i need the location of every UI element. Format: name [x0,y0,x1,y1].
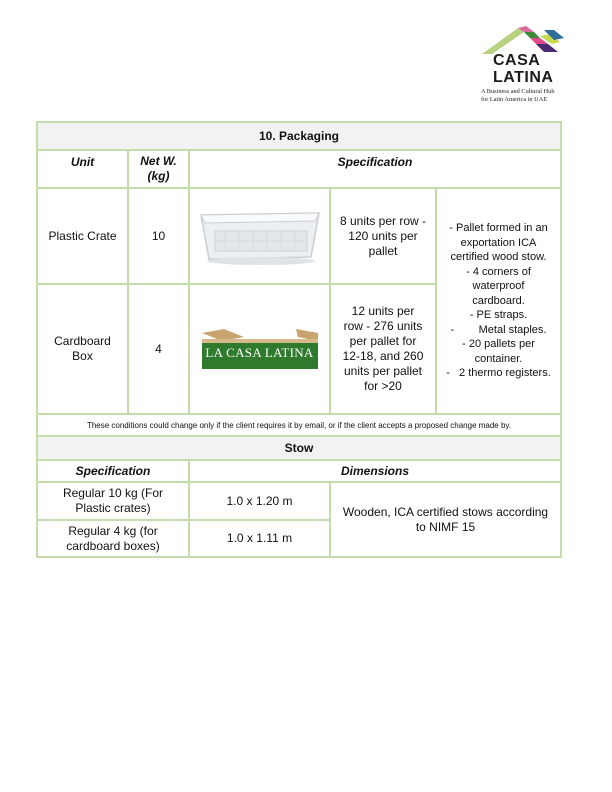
row-plastic-crate-spec: 8 units per row - 120 units per pallet [339,213,427,258]
cardboard-box-image [190,285,329,413]
pallet-note: - PE straps. [469,309,528,322]
header-unit: Unit [70,155,95,169]
stow-row-spec: Regular 10 kg (For Plastic crates) [62,486,164,515]
pallet-note: - Pallet formed in an exportation ICA certified wood stow. [449,222,548,264]
pallet-note: - Metal staples. [450,323,547,336]
row-cardboard-box-weight: 4 [155,341,162,356]
stow-header-specification: Specification [75,464,151,478]
pallet-notes [437,189,560,413]
pallet-note: - 4 corners of waterproof cardboard. [466,265,531,307]
logo-tagline-2: for Latin America in UAE [481,96,548,103]
plastic-crate-icon [195,205,325,267]
packaging-title: 10. Packaging [258,129,340,143]
casa-latina-logo [478,26,568,108]
stow-header-dimensions: Dimensions [340,464,409,478]
header-net-weight: Net W. (kg) [140,154,177,183]
stow-note: Wooden, ICA certified stows according to NIMF 15 [342,504,549,534]
row-cardboard-box-unit: Cardboard Box [54,334,111,363]
plastic-crate-image [190,189,329,283]
row-cardboard-box-spec: 12 units per row - 276 units per pallet for 12-18, and 260 units per pallet for >20 [342,304,424,393]
packaging-footnote: These conditions could change only if the client requires it by email, or if the client accepts a proposed change made by. [86,420,512,430]
stow-title: Stow [284,441,314,455]
row-plastic-crate-weight: 10 [151,228,166,243]
stow-row-spec: Regular 4 kg (for cardboard boxes) [66,523,160,553]
logo-tagline-1: A Business and Cultural Hub [481,88,555,95]
stow-row-dimension: 1.0 x 1.20 m [226,493,293,508]
box-print-label: LA CASA LATINA [205,345,314,360]
row-plastic-crate-unit: Plastic Crate [48,228,117,243]
logo-line-1: CASA [493,52,541,69]
logo-tagline [481,88,573,104]
pallet-note: - 20 pallets per container. [462,338,535,365]
header-specification: Specification [337,155,413,169]
pallet-note: - 2 thermo registers. [446,367,551,380]
logo-line-2: LATINA [493,69,554,86]
stow-row-dimension: 1.0 x 1.11 m [226,531,293,545]
